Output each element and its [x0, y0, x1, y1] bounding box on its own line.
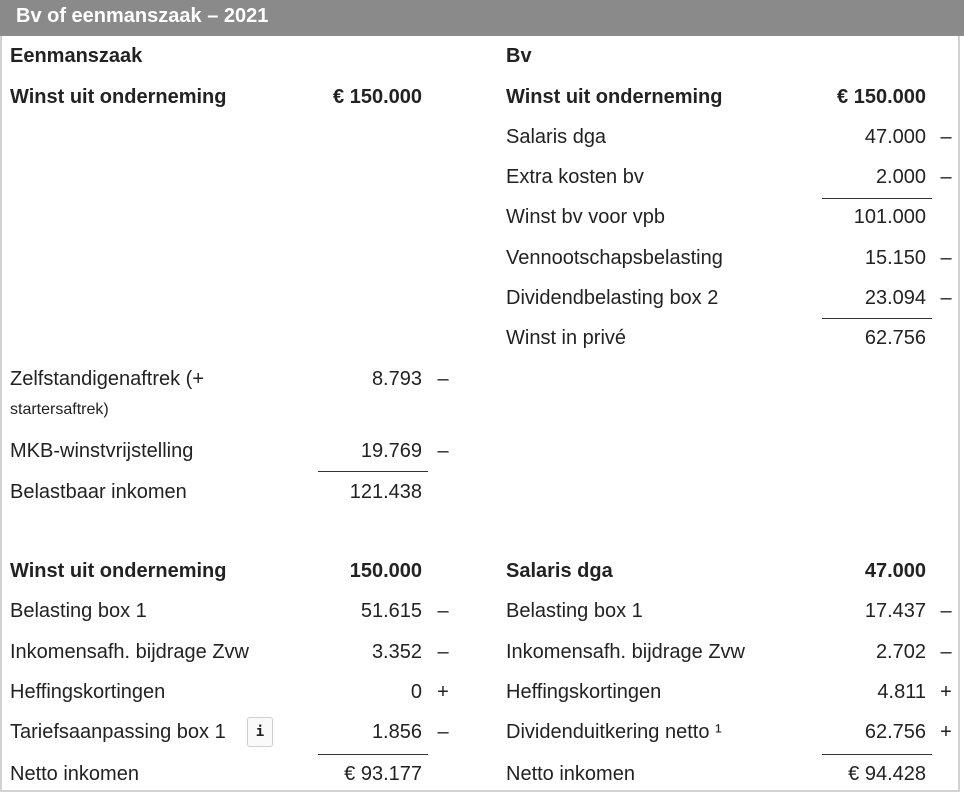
right-winst-label: Winst uit onderneming	[506, 86, 723, 108]
right-sum-rule-2	[822, 318, 932, 319]
left-box1-value: 51.615	[360, 600, 422, 622]
right-extra-value: 2.000	[875, 166, 926, 188]
right-extra-sign: –	[940, 166, 952, 188]
panel-title: Bv of eenmanszaak – 2021	[0, 0, 964, 36]
left-netto-label: Netto inkomen	[10, 763, 139, 785]
left-sum-rule-1	[318, 471, 428, 472]
left-zelfstandig-label	[10, 367, 204, 391]
left-zvw-value: 3.352	[371, 641, 422, 663]
left-tarief-value: 1.856	[371, 721, 422, 743]
left-zelfstandig-sub: startersaftrek)	[10, 401, 109, 418]
right-prive-label: Winst in privé	[506, 327, 627, 349]
right-heffing-value: 4.811	[877, 681, 926, 703]
right-netto-value: € 94.428	[848, 763, 926, 785]
right-sec2-label: Salaris dga	[506, 560, 613, 582]
right-zvw-value: 2.702	[875, 641, 926, 663]
left-heffing-label: Heffingskortingen	[10, 681, 166, 703]
right-winst-value: € 150.000	[837, 86, 926, 108]
bv-heading: Bv	[506, 45, 532, 67]
right-prive-value: 62.756	[864, 327, 926, 349]
left-box1-label: Belasting box 1	[10, 600, 147, 622]
left-mkb-value: 19.769	[360, 440, 422, 462]
right-vpb-sign: –	[940, 247, 952, 269]
left-zvw-label: Inkomensafh. bijdrage Zvw	[10, 641, 250, 663]
left-sec2-label: Winst uit onderneming	[10, 560, 227, 582]
right-heffing-label: Heffingskortingen	[506, 681, 662, 703]
left-box1-sign: –	[437, 600, 449, 622]
right-salaris-label: Salaris dga	[506, 126, 607, 148]
left-winst-value: € 150.000	[333, 86, 422, 108]
right-divnetto-value: 62.756	[864, 721, 926, 743]
right-sum-rule-3	[822, 754, 932, 755]
left-belastbaar-value: 121.438	[349, 481, 422, 503]
left-sec2-value: 150.000	[349, 560, 422, 582]
right-netto-label: Netto inkomen	[506, 763, 635, 785]
left-mkb-label: MKB-winstvrijstelling	[10, 440, 194, 462]
left-zelfstandig-text: Zelfstandigenaftrek (+	[10, 368, 204, 390]
right-heffing-sign: +	[940, 681, 952, 703]
right-divnetto-sign: +	[940, 721, 952, 743]
right-div-label: Dividendbelasting box 2	[506, 287, 719, 309]
left-mkb-sign: –	[437, 440, 449, 462]
right-div-value: 23.094	[864, 287, 926, 309]
info-button[interactable]: i	[247, 717, 273, 747]
left-netto-value: € 93.177	[344, 763, 422, 785]
left-belastbaar-label: Belastbaar inkomen	[10, 481, 187, 503]
right-sum-rule-1	[822, 198, 932, 199]
left-zelfstandig-sign: –	[437, 368, 449, 390]
right-vpb-value: 15.150	[864, 247, 926, 269]
right-divnetto-label: Dividenduitkering netto ¹	[506, 721, 722, 743]
left-zvw-sign: –	[437, 641, 449, 663]
right-sec2-value: 47.000	[864, 560, 926, 582]
eenmanszaak-heading: Eenmanszaak	[10, 45, 143, 67]
right-salaris-value: 47.000	[864, 126, 926, 148]
right-vpb-label: Vennootschapsbelasting	[506, 247, 723, 269]
left-heffing-value: 0	[410, 681, 422, 703]
right-box1-label: Belasting box 1	[506, 600, 643, 622]
right-box1-value: 17.437	[864, 600, 926, 622]
right-div-sign: –	[940, 287, 952, 309]
right-box1-sign: –	[940, 600, 952, 622]
right-winstbv-value: 101.000	[853, 206, 926, 228]
right-winstbv-label: Winst bv voor vpb	[506, 206, 665, 228]
left-zelfstandig-value: 8.793	[371, 368, 422, 390]
left-tarief-sign: –	[437, 721, 449, 743]
right-zvw-label: Inkomensafh. bijdrage Zvw	[506, 641, 746, 663]
left-sum-rule-2	[318, 754, 428, 755]
right-extra-label: Extra kosten bv	[506, 166, 644, 188]
left-winst-label: Winst uit onderneming	[10, 86, 227, 108]
left-tarief-label: Tariefsaanpassing box 1	[10, 721, 226, 743]
right-salaris-sign: –	[940, 126, 952, 148]
left-heffing-sign: +	[437, 681, 449, 703]
right-zvw-sign: –	[940, 641, 952, 663]
